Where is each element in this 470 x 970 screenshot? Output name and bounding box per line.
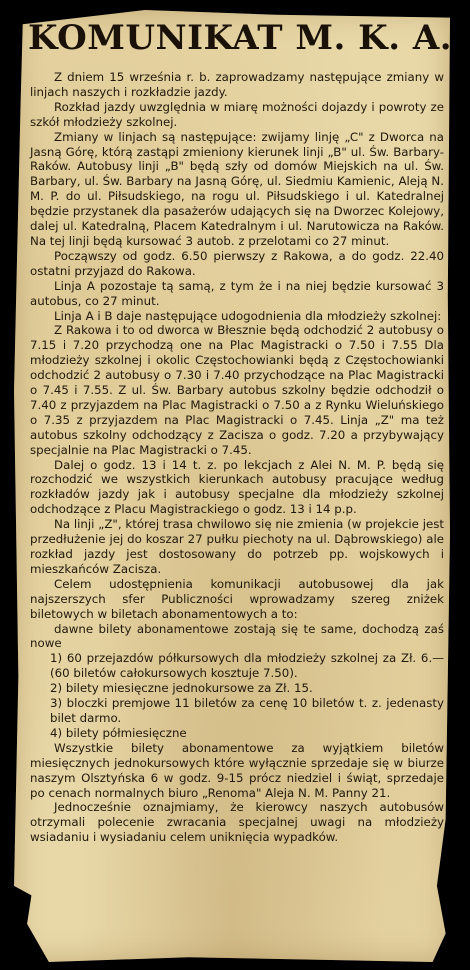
paragraph-first-last: Począwszy od godz. 6.50 pierwszy z Rakowa, a do godz. 22.40 ostatni przyjazd do Rakowa. bbox=[30, 248, 444, 278]
paragraph-line-a: Linja A pozostaje tą samą, z tym że i na niej będzie kursować 3 autobus, co 27 minut. bbox=[30, 278, 444, 308]
notice-title: KOMUNIKAT M. K. A. bbox=[28, 18, 453, 58]
paragraph-intro: Z dniem 15 września r. b. zaprowadzamy następujące zmiany w linjach naszych i rozkładzie jazdy. bbox=[30, 70, 444, 99]
paragraph-route-changes: Zmiany w linjach są następujące: zwijamy linję „C" z Dworca na Jasną Górę, którą zastąpi zmieniony kierunek linji „B" ul. Św. Barbary-Raków. Autobusy linji „B" będą szły od domów Miejskich na ul. Św. Barbary, ul. Św. Barbary na Jasną Górę, ul. Siedmiu Kamienic, Aleją N. M. P. do ul. Piłsudskiego, na rogu ul. Piłsudskiego i ul. Katedralnej będzie przystanek dla pasażerów udających się na Dworzec Kolejowy, dalej ul. Katedralną, Placem Katedralnym i ul. Narutowicza na Raków. Na tej linji będą kursować 3 autob. z przelotami co 27 minut. bbox=[30, 129, 444, 248]
list-item-option-1: 1) 60 przejazdów półkursowych dla młodzieży szkolnej za Zł. 6.—(60 biletów całokursowych kosztuje 7.50). bbox=[50, 651, 444, 681]
paragraph-drivers: Jednocześnie oznajmiamy, że kierowcy naszych autobusów otrzymali polecenie zwracania specjalnej uwagi na młodzieży wsiadaniu i wysiadaniu celem uniknięcia wypadków. bbox=[30, 800, 444, 845]
paragraph-school-intro: Linja A i B daje następujące udogodnienia dla młodzieży szkolnej: bbox=[54, 308, 442, 323]
paragraph-afternoon: Dalej o godz. 13 i 14 t. z. po lekcjach z Alei N. M. P. będą się rozchodzić we wszystkich kierunkach autobusy pracujące według rozkładów jazdy jak i autobusy specjalne dla młodzieży szkolnej odchodzące z Placu Magistrackiego o godz. 13 i 14 p.p. bbox=[30, 457, 444, 517]
list-item-option-2: 2) bilety miesięczne jednokursowe za Zł. 15. bbox=[50, 681, 313, 696]
paragraph-discounts: Celem udostępnienia komunikacji autobusowej dla jak najszerszych sfer Publiczności wprowadzamy szereg zniżek biletowych w biletach abonamentowych a to: bbox=[30, 576, 444, 621]
paragraph-old-tickets: dawne bilety abonamentowe zostają się te same, dochodzą zaś nowe bbox=[30, 621, 444, 651]
paragraph-timetable: Rozkład jazdy uwzględnia w miarę możności dojazdy i powroty ze szkół młodzieży szkolnej. bbox=[30, 99, 444, 129]
list-item-option-4: 4) bilety półmiesięczne bbox=[50, 725, 187, 740]
list-item-option-3: 3) bloczki premjowe 11 biletów za cenę 10 biletów t. z. jedenasty bilet darmo. bbox=[50, 696, 444, 725]
paragraph-school-schedule: Z Rakowa i to od dworca w Błesznie będą odchodzić 2 autobusy o 7.15 i 7.20 przychodzą one na Plac Magistracki o 7.50 i 7.55 Dla młodzieży szkolnej i okolic Częstochowianki będą z Częstochowianki odchodzić 2 autobusy o 7.30 i 7.40 przychodzące na Plac Magistracki o 7.45 i 7.55. Z ul. Św. Barbary autobus szkolny będzie odchodził o 7.40 z przyjazdem na Plac Magistracki o 7.50 a z Rynku Wieluńskiego o 7.35 z przyjazdem na Plac Magistracki o 7.45. Linja „Z" ma też autobus szkolny odchodzący z Zacisza o godz. 7.20 a przybywający specjalnie na Plac Magistracki o 7.45. bbox=[30, 323, 444, 457]
paragraph-ticket-sales: Wszystkie bilety abonamentowe za wyjątkiem biletów miesięcznych jednokursowych które wyłącznie sprzedaje się w biurze naszym Olsztyńska 6 w godz. 9-15 prócz niedziel i świąt, sprzedaje po cenach normalnych biuro „Renoma" Aleja N. M. Panny 21. bbox=[30, 740, 444, 800]
paragraph-line-z: Na linji „Z", której trasa chwilowo się nie zmienia (w projekcie jest przedłużenie jej do koszar 27 pułku piechoty na ul. Dąbrowskiego) ale rozkład jazdy jest dostosowany do potrzeb pp. wojskowych i mieszkańców Zacisza. bbox=[30, 517, 444, 576]
notice-body bbox=[30, 70, 444, 845]
